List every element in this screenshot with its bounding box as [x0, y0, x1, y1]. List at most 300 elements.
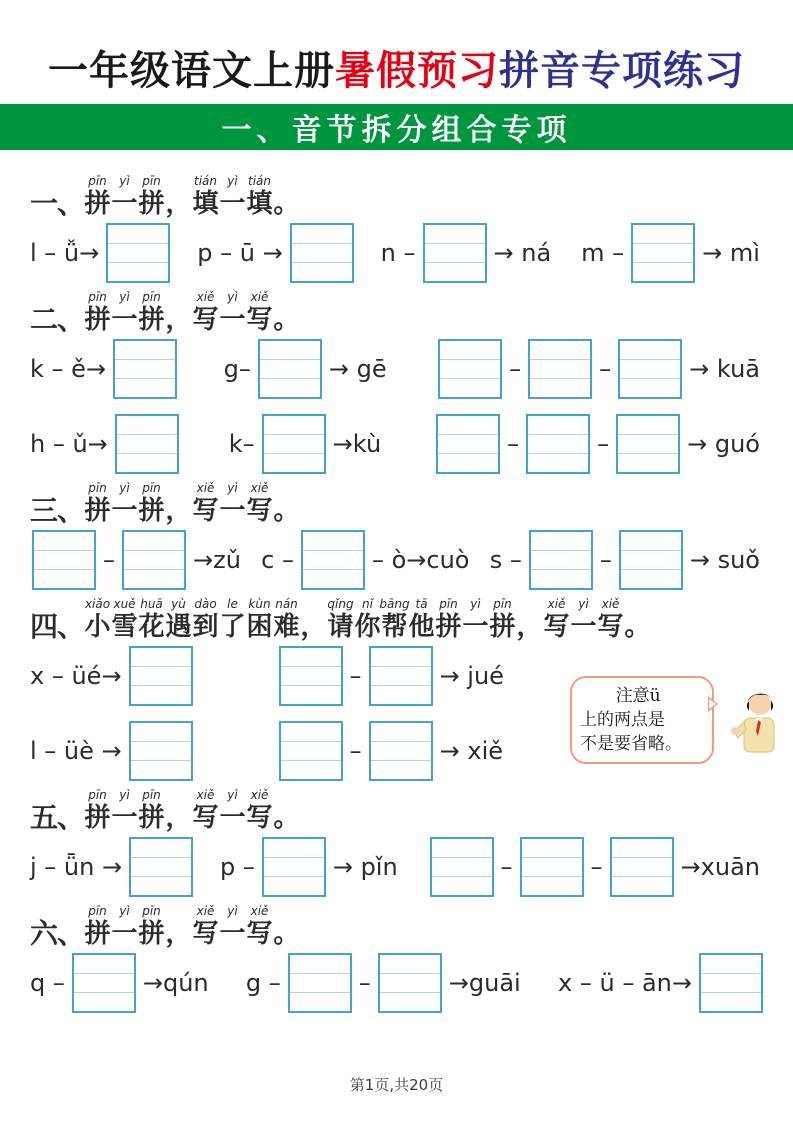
- banner-text: 一、音节拆分组合专项: [221, 113, 572, 148]
- pinyin-annotation: yì: [578, 597, 589, 611]
- pinyin-text: → suǒ: [689, 546, 760, 574]
- heading-hanzi: 拼: [138, 305, 165, 335]
- section-number: 四、: [30, 610, 85, 643]
- pinyin-annotation: dào: [194, 597, 217, 611]
- heading-char: [138, 174, 165, 220]
- pinyin-annotation: yì: [119, 788, 130, 802]
- pinyin-annotation: pīn: [88, 481, 107, 495]
- heading-hanzi: 遇: [165, 612, 192, 642]
- exercise-row: [30, 953, 765, 1013]
- heading-char: [273, 904, 300, 950]
- pinyin-text: → kuā: [689, 355, 760, 383]
- heading-hanzi: 写: [597, 612, 624, 642]
- heading-hanzi: 写: [192, 305, 219, 335]
- exercise-row: [30, 223, 765, 283]
- heading-hanzi: 写: [246, 803, 273, 833]
- exercise-item: [220, 837, 403, 897]
- sections: [30, 174, 765, 1013]
- section-number: 一、: [30, 187, 85, 220]
- pinyin-annotation: yì: [119, 290, 130, 304]
- section-heading: [30, 597, 765, 643]
- pinyin-annotation: pīn: [88, 904, 107, 918]
- heading-hanzi: 拼: [84, 305, 111, 335]
- heading-hanzi: ，: [165, 496, 192, 526]
- heading-char: [597, 597, 624, 643]
- pinyin-answer-box[interactable]: [369, 721, 433, 781]
- exercise-item: [581, 223, 765, 283]
- heading-char: [219, 788, 246, 834]
- heading-hanzi: 写: [192, 496, 219, 526]
- heading-hanzi: 填: [192, 189, 219, 219]
- heading-char: [300, 597, 327, 643]
- pinyin-text: h – ǔ→: [30, 430, 108, 458]
- pinyin-annotation: tā: [415, 597, 428, 611]
- pinyin-answer-box[interactable]: [438, 339, 502, 399]
- pinyin-annotation: le: [227, 597, 238, 611]
- heading-hanzi: 。: [273, 305, 300, 335]
- heading-char: [111, 788, 138, 834]
- heading-char: [354, 597, 381, 643]
- pinyin-annotation: pīn: [88, 290, 107, 304]
- pinyin-text: –: [358, 969, 371, 997]
- pinyin-annotation: pīn: [493, 597, 512, 611]
- pinyin-answer-box[interactable]: [129, 646, 193, 706]
- exercise-item: [277, 721, 508, 781]
- section-6: [30, 904, 765, 1013]
- exercise-item: [30, 646, 195, 706]
- pinyin-annotation: xiě: [250, 481, 269, 495]
- pinyin-annotation: pīn: [142, 481, 161, 495]
- note-bubble: [570, 676, 714, 764]
- section-1: [30, 174, 765, 283]
- pinyin-answer-box[interactable]: [290, 223, 354, 283]
- heading-hanzi: 一: [570, 612, 597, 642]
- heading-char: [273, 597, 300, 643]
- pinyin-text: k–: [228, 430, 255, 458]
- pinyin-annotation: nǐ: [362, 597, 373, 611]
- exercise-item: [224, 339, 392, 399]
- pinyin-annotation: xiě: [250, 290, 269, 304]
- pinyin-text: –: [500, 853, 513, 881]
- heading-hanzi: 请: [327, 612, 354, 642]
- pinyin-annotation: xiě: [250, 904, 269, 918]
- heading-char: [462, 597, 489, 643]
- heading-hanzi: 写: [246, 496, 273, 526]
- pinyin-answer-box[interactable]: [529, 530, 593, 590]
- pinyin-answer-box[interactable]: [430, 837, 494, 897]
- pinyin-annotation: xiě: [547, 597, 566, 611]
- pinyin-annotation: xiě: [196, 481, 215, 495]
- heading-char: [273, 788, 300, 834]
- heading-char: [84, 290, 111, 336]
- pinyin-text: →guāi: [448, 969, 521, 997]
- heading-hanzi: 帮: [381, 612, 408, 642]
- heading-char: [111, 597, 138, 643]
- heading-char: [192, 481, 219, 527]
- pinyin-answer-box[interactable]: [262, 837, 326, 897]
- note-bubble-group: [570, 676, 782, 764]
- section-2: [30, 290, 765, 474]
- section-number: 六、: [30, 917, 85, 950]
- heading-char: [84, 788, 111, 834]
- heading-char: [165, 174, 192, 220]
- pinyin-answer-box[interactable]: [631, 223, 695, 283]
- heading-hanzi: ，: [516, 612, 543, 642]
- heading-char: [246, 788, 273, 834]
- pinyin-answer-box[interactable]: [610, 837, 674, 897]
- pinyin-text: – ò→cuò: [371, 546, 470, 574]
- heading-hanzi: 一: [111, 189, 138, 219]
- note-line: 不是要省略。: [580, 734, 682, 754]
- pinyin-text: p – ū →: [197, 239, 283, 267]
- pinyin-annotation: yì: [227, 290, 238, 304]
- heading-char: [273, 481, 300, 527]
- heading-char: [138, 788, 165, 834]
- pinyin-answer-box[interactable]: [528, 339, 592, 399]
- section-number: 三、: [30, 494, 85, 527]
- pinyin-annotation: yì: [227, 174, 238, 188]
- pinyin-annotation: pīn: [88, 174, 107, 188]
- heading-char: [84, 481, 111, 527]
- heading-hanzi: 。: [273, 189, 300, 219]
- pinyin-answer-box[interactable]: [106, 223, 170, 283]
- pinyin-annotation: yì: [227, 904, 238, 918]
- pinyin-annotation: bāng: [379, 597, 410, 611]
- section-heading: [30, 788, 765, 834]
- exercise-item: [30, 837, 195, 897]
- pinyin-annotation: yù: [171, 597, 186, 611]
- heading-char: [138, 904, 165, 950]
- exercise-row: [30, 414, 765, 474]
- pinyin-text: g –: [245, 969, 281, 997]
- heading-char: [246, 904, 273, 950]
- pinyin-answer-box[interactable]: [369, 646, 433, 706]
- heading-char: [543, 597, 570, 643]
- exercise-item: [381, 223, 557, 283]
- heading-hanzi: 一: [219, 919, 246, 949]
- heading-hanzi: 一: [219, 305, 246, 335]
- pinyin-answer-box[interactable]: [520, 837, 584, 897]
- heading-char: [516, 597, 543, 643]
- section-5: [30, 788, 765, 897]
- heading-hanzi: 一: [111, 496, 138, 526]
- pinyin-answer-box[interactable]: [616, 414, 680, 474]
- exercise-item: [30, 223, 172, 283]
- heading-char: [219, 290, 246, 336]
- heading-char: [165, 788, 192, 834]
- heading-hanzi: 写: [192, 919, 219, 949]
- heading-hanzi: 一: [219, 803, 246, 833]
- exercise-item: [246, 953, 526, 1013]
- heading-hanzi: ，: [300, 612, 327, 642]
- heading-char: [165, 904, 192, 950]
- heading-hanzi: 拼: [138, 803, 165, 833]
- pinyin-text: –: [599, 546, 612, 574]
- heading-hanzi: 一: [111, 919, 138, 949]
- heading-hanzi: 。: [624, 612, 651, 642]
- student-character: [730, 688, 782, 760]
- heading-char: [246, 597, 273, 643]
- pinyin-answer-box[interactable]: [619, 530, 683, 590]
- heading-hanzi: 难: [273, 612, 300, 642]
- heading-hanzi: 你: [354, 612, 381, 642]
- pinyin-text: –: [590, 853, 603, 881]
- exercise-item: [229, 414, 386, 474]
- pinyin-answer-box[interactable]: [288, 953, 352, 1013]
- pinyin-answer-box[interactable]: [279, 646, 343, 706]
- heading-hanzi: 一: [462, 612, 489, 642]
- heading-char: [219, 174, 246, 220]
- pinyin-text: → jué: [439, 662, 504, 690]
- pinyin-annotation: pīn: [142, 904, 161, 918]
- pinyin-answer-box[interactable]: [115, 414, 179, 474]
- pinyin-answer-box[interactable]: [129, 837, 193, 897]
- pinyin-annotation: xiě: [601, 597, 620, 611]
- exercise-row: [30, 530, 765, 590]
- pinyin-answer-box[interactable]: [618, 339, 682, 399]
- pinyin-text: –: [509, 355, 522, 383]
- pinyin-text: →qún: [142, 969, 209, 997]
- exercise-item: [30, 339, 179, 399]
- pinyin-annotation: pīn: [142, 174, 161, 188]
- pinyin-text: m –: [581, 239, 625, 267]
- heading-char: [165, 481, 192, 527]
- pinyin-text: n –: [380, 239, 416, 267]
- title-summer-preview: 暑假预习: [335, 47, 499, 94]
- heading-char: [111, 290, 138, 336]
- heading-hanzi: 。: [273, 803, 300, 833]
- heading-hanzi: 写: [543, 612, 570, 642]
- pinyin-text: –: [597, 430, 610, 458]
- heading-char: [138, 481, 165, 527]
- pinyin-text: –: [349, 662, 362, 690]
- section-3: [30, 481, 765, 590]
- heading-char: [327, 597, 354, 643]
- pinyin-text: → ná: [493, 239, 552, 267]
- exercise-row: [30, 339, 765, 399]
- heading-char: [489, 597, 516, 643]
- pinyin-answer-box[interactable]: [72, 953, 136, 1013]
- pinyin-annotation: xiě: [250, 788, 269, 802]
- pinyin-answer-box[interactable]: [436, 414, 500, 474]
- heading-char: [192, 788, 219, 834]
- pinyin-answer-box[interactable]: [699, 953, 763, 1013]
- heading-char: [192, 904, 219, 950]
- section-number: 五、: [30, 801, 85, 834]
- exercise-item: [436, 339, 765, 399]
- heading-hanzi: ，: [165, 305, 192, 335]
- exercise-item: [277, 646, 509, 706]
- pinyin-annotation: xuě: [113, 597, 136, 611]
- pinyin-answer-box[interactable]: [122, 530, 186, 590]
- heading-hanzi: 拼: [84, 919, 111, 949]
- heading-char: [138, 290, 165, 336]
- heading-hanzi: ，: [165, 189, 192, 219]
- exercise-item: [30, 721, 195, 781]
- heading-char: [165, 290, 192, 336]
- pinyin-text: q –: [30, 969, 65, 997]
- pinyin-annotation: xiě: [196, 290, 215, 304]
- heading-char: [138, 597, 165, 643]
- pinyin-answer-box[interactable]: [258, 339, 322, 399]
- pinyin-annotation: xiě: [196, 788, 215, 802]
- heading-hanzi: 他: [408, 612, 435, 642]
- exercise-row: [30, 837, 765, 897]
- pinyin-annotation: yì: [227, 481, 238, 495]
- pinyin-text: c –: [261, 546, 294, 574]
- pinyin-annotation: yì: [470, 597, 481, 611]
- pinyin-annotation: yì: [119, 904, 130, 918]
- pinyin-text: –: [349, 737, 362, 765]
- pinyin-text: p –: [219, 853, 255, 881]
- pinyin-text: → pǐn: [332, 853, 398, 881]
- section-heading: [30, 904, 765, 950]
- pinyin-text: x – üé→: [30, 662, 122, 690]
- heading-hanzi: 花: [138, 612, 165, 642]
- heading-char: [246, 290, 273, 336]
- heading-hanzi: 。: [273, 496, 300, 526]
- heading-char: [111, 904, 138, 950]
- heading-char: [273, 174, 300, 220]
- heading-char: [219, 597, 246, 643]
- heading-hanzi: 一: [111, 803, 138, 833]
- pinyin-text: → xiě: [439, 737, 504, 765]
- heading-hanzi: 拼: [84, 803, 111, 833]
- exercise-item: [558, 953, 765, 1013]
- heading-hanzi: 一: [111, 305, 138, 335]
- title-pinyin-practice: 拼音专项练习: [499, 47, 745, 94]
- exercise-item: [428, 837, 765, 897]
- heading-hanzi: 拼: [435, 612, 462, 642]
- exercise-item: [30, 530, 246, 590]
- heading-hanzi: 拼: [84, 189, 111, 219]
- heading-char: [408, 597, 435, 643]
- heading-hanzi: 一: [219, 189, 246, 219]
- title-grade: 一年级语文上册: [48, 47, 335, 94]
- heading-hanzi: 拼: [138, 919, 165, 949]
- heading-char: [111, 174, 138, 220]
- heading-hanzi: 拼: [138, 189, 165, 219]
- heading-char: [192, 174, 219, 220]
- page-number: 第1页,共20页: [349, 1076, 444, 1094]
- pinyin-annotation: xiǎo: [84, 597, 111, 611]
- pinyin-answer-box[interactable]: [262, 414, 326, 474]
- pinyin-annotation: pīn: [88, 788, 107, 802]
- pinyin-annotation: nán: [275, 597, 298, 611]
- section-heading: [30, 290, 765, 336]
- pinyin-text: l – ǚ→: [30, 239, 100, 267]
- pinyin-answer-box[interactable]: [301, 530, 365, 590]
- pinyin-text: → gē: [328, 355, 387, 383]
- pinyin-answer-box[interactable]: [279, 721, 343, 781]
- pinyin-text: →zǔ: [193, 546, 241, 574]
- heading-char: [570, 597, 597, 643]
- heading-hanzi: 拼: [138, 496, 165, 526]
- pinyin-text: → mì: [702, 239, 760, 267]
- heading-hanzi: 。: [273, 919, 300, 949]
- heading-hanzi: 到: [192, 612, 219, 642]
- pinyin-answer-box[interactable]: [526, 414, 590, 474]
- pinyin-answer-box[interactable]: [378, 953, 442, 1013]
- pinyin-annotation: pīn: [142, 788, 161, 802]
- pinyin-text: –: [507, 430, 520, 458]
- heading-char: [435, 597, 462, 643]
- pinyin-annotation: tián: [248, 174, 272, 188]
- heading-char: [219, 481, 246, 527]
- exercise-item: [197, 223, 355, 283]
- pinyin-annotation: xiě: [196, 904, 215, 918]
- pinyin-annotation: yì: [119, 481, 130, 495]
- section-heading: [30, 481, 765, 527]
- page-title: [0, 0, 793, 104]
- pinyin-annotation: yì: [227, 788, 238, 802]
- heading-hanzi: 写: [246, 919, 273, 949]
- heading-char: [192, 597, 219, 643]
- heading-hanzi: 写: [192, 803, 219, 833]
- exercise-item: [434, 414, 765, 474]
- pinyin-answer-box[interactable]: [423, 223, 487, 283]
- note-line: 上的两点是: [580, 710, 665, 730]
- heading-char: [84, 597, 111, 643]
- heading-char: [624, 597, 651, 643]
- section-heading: [30, 174, 765, 220]
- pinyin-answer-box[interactable]: [113, 339, 177, 399]
- heading-char: [165, 597, 192, 643]
- pinyin-annotation: tián: [194, 174, 218, 188]
- heading-char: [84, 174, 111, 220]
- heading-char: [246, 481, 273, 527]
- heading-char: [219, 904, 246, 950]
- pinyin-answer-box[interactable]: [32, 530, 96, 590]
- heading-hanzi: 拼: [489, 612, 516, 642]
- heading-hanzi: ，: [165, 803, 192, 833]
- pinyin-text: j – ǖn →: [30, 853, 123, 881]
- pinyin-text: g–: [223, 355, 251, 383]
- heading-hanzi: 填: [246, 189, 273, 219]
- pinyin-answer-box[interactable]: [129, 721, 193, 781]
- pinyin-annotation: pīn: [439, 597, 458, 611]
- note-line: 注意ü: [615, 686, 661, 706]
- exercise-item: [30, 953, 214, 1013]
- pinyin-annotation: yì: [119, 174, 130, 188]
- pinyin-annotation: huā: [140, 597, 163, 611]
- exercise-item: [261, 530, 474, 590]
- heading-char: [246, 174, 273, 220]
- heading-char: [273, 290, 300, 336]
- heading-char: [192, 290, 219, 336]
- pinyin-text: →xuān: [680, 853, 760, 881]
- heading-hanzi: 拼: [84, 496, 111, 526]
- heading-hanzi: 困: [246, 612, 273, 642]
- heading-hanzi: 小: [84, 612, 111, 642]
- heading-char: [111, 481, 138, 527]
- heading-char: [381, 597, 408, 643]
- pinyin-text: k – ě→: [30, 355, 107, 383]
- pinyin-text: –: [599, 355, 612, 383]
- pinyin-annotation: kùn: [248, 597, 271, 611]
- pinyin-annotation: qǐng: [327, 597, 354, 611]
- pinyin-text: s –: [489, 546, 522, 574]
- section-banner: [0, 104, 793, 150]
- heading-hanzi: 写: [246, 305, 273, 335]
- pinyin-annotation: pīn: [142, 290, 161, 304]
- pinyin-text: –: [103, 546, 115, 574]
- heading-hanzi: 了: [219, 612, 246, 642]
- heading-hanzi: 雪: [111, 612, 138, 642]
- heading-hanzi: ，: [165, 919, 192, 949]
- exercise-item: [490, 530, 765, 590]
- pinyin-text: →kù: [332, 430, 382, 458]
